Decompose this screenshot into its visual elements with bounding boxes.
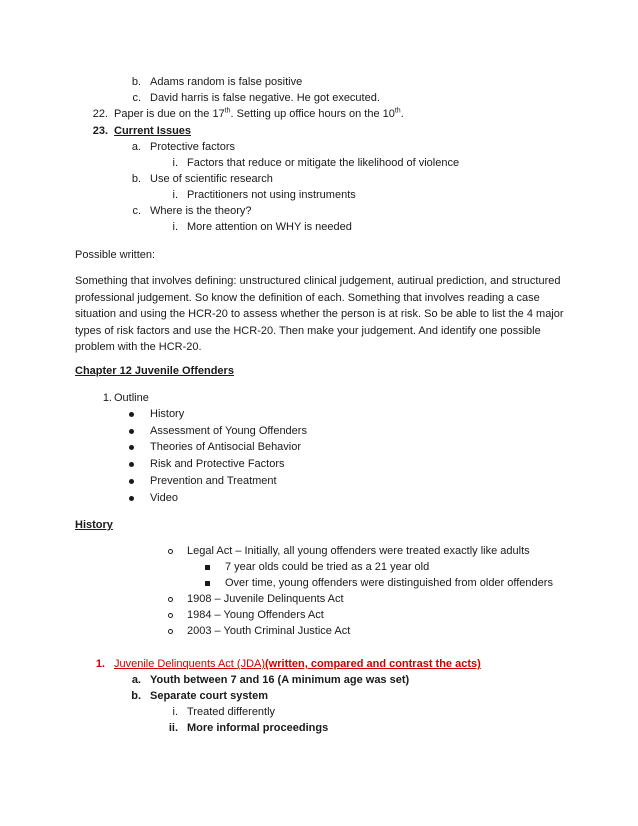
outline-label: Outline — [114, 392, 149, 404]
list-marker: a. — [131, 674, 141, 686]
bullet-icon — [129, 407, 134, 421]
list-marker: 22. — [92, 108, 108, 120]
chapter-heading: Chapter 12 Juvenile Offenders — [75, 365, 234, 377]
list-item: Where is the theory? — [150, 205, 252, 217]
bullet-icon — [129, 457, 134, 471]
list-marker: 1. — [95, 658, 105, 670]
circle-bullet-icon — [168, 608, 173, 622]
history-subitem: Over time, young offenders were distinguished from older offenders — [225, 577, 553, 589]
possible-written-label: Possible written: — [75, 249, 156, 261]
list-item-due-date: Paper is due on the 17th. Setting up office hours on the 10th. — [114, 107, 404, 120]
outline-bullet-item: Prevention and Treatment — [150, 475, 277, 487]
bullet-icon — [129, 424, 134, 438]
list-marker: i. — [172, 157, 178, 169]
list-marker: b. — [131, 76, 141, 88]
jda-item: Separate court system — [150, 690, 268, 702]
list-marker: c. — [132, 92, 141, 104]
list-marker: c. — [132, 205, 141, 217]
list-marker: b. — [131, 690, 141, 702]
history-subitem: 7 year olds could be tried as a 21 year old — [225, 561, 430, 573]
section-heading-current-issues: Current Issues — [114, 125, 192, 137]
outline-bullet-item: Video — [150, 492, 178, 504]
jda-item: Youth between 7 and 16 (A minimum age was set) — [150, 674, 410, 686]
list-item: David harris is false negative. He got executed. — [150, 92, 380, 104]
jda-subitem: More informal proceedings — [187, 722, 329, 734]
list-item: More attention on WHY is needed — [187, 221, 352, 233]
list-marker: 1. — [102, 392, 112, 404]
list-item: Protective factors — [150, 141, 235, 153]
history-heading: History — [75, 519, 113, 531]
list-item: Practitioners not using instruments — [187, 189, 356, 201]
bullet-icon — [129, 474, 134, 488]
history-item: 2003 – Youth Criminal Justice Act — [187, 625, 351, 637]
history-item: 1908 – Juvenile Delinquents Act — [187, 593, 344, 605]
square-bullet-icon — [205, 576, 210, 590]
list-marker: i. — [172, 221, 178, 233]
list-marker: 23. — [92, 125, 108, 137]
list-item: Adams random is false positive — [150, 76, 303, 88]
bullet-icon — [129, 491, 134, 505]
circle-bullet-icon — [168, 624, 173, 638]
bullet-icon — [129, 440, 134, 454]
history-item: Legal Act – Initially, all young offenders were treated exactly like adults — [187, 545, 530, 557]
list-marker: b. — [131, 173, 141, 185]
circle-bullet-icon — [168, 592, 173, 606]
outline-bullet-item: Theories of Antisocial Behavior — [150, 441, 302, 453]
outline-bullet-item: Risk and Protective Factors — [150, 458, 285, 470]
list-marker: ii. — [168, 722, 178, 734]
body-paragraph: Something that involves defining: unstructured clinical judgement, autirual prediction, and structured professional judgement. So know the definition of each. Something that involves reading a case situation and using the HCR-20 to assess whether the person is at risk. So be able to list the 4 major types of risk factors and use the HCR-20. Then make your judgement. And identify one possible problem with the HCR-20. — [75, 275, 564, 353]
list-marker: a. — [131, 141, 141, 153]
jda-heading: Juvenile Delinquents Act (JDA)(written, compared and contrast the acts) — [114, 658, 481, 670]
list-item: Use of scientific research — [150, 173, 273, 185]
outline-bullet-item: Assessment of Young Offenders — [150, 425, 307, 437]
jda-subitem: Treated differently — [187, 706, 276, 718]
circle-bullet-icon — [168, 544, 173, 558]
outline-bullet-item: History — [150, 408, 185, 420]
list-marker: i. — [172, 189, 178, 201]
square-bullet-icon — [205, 560, 210, 574]
list-item: Factors that reduce or mitigate the likelihood of violence — [187, 157, 460, 169]
list-marker: i. — [172, 706, 178, 718]
history-item: 1984 – Young Offenders Act — [187, 609, 324, 621]
